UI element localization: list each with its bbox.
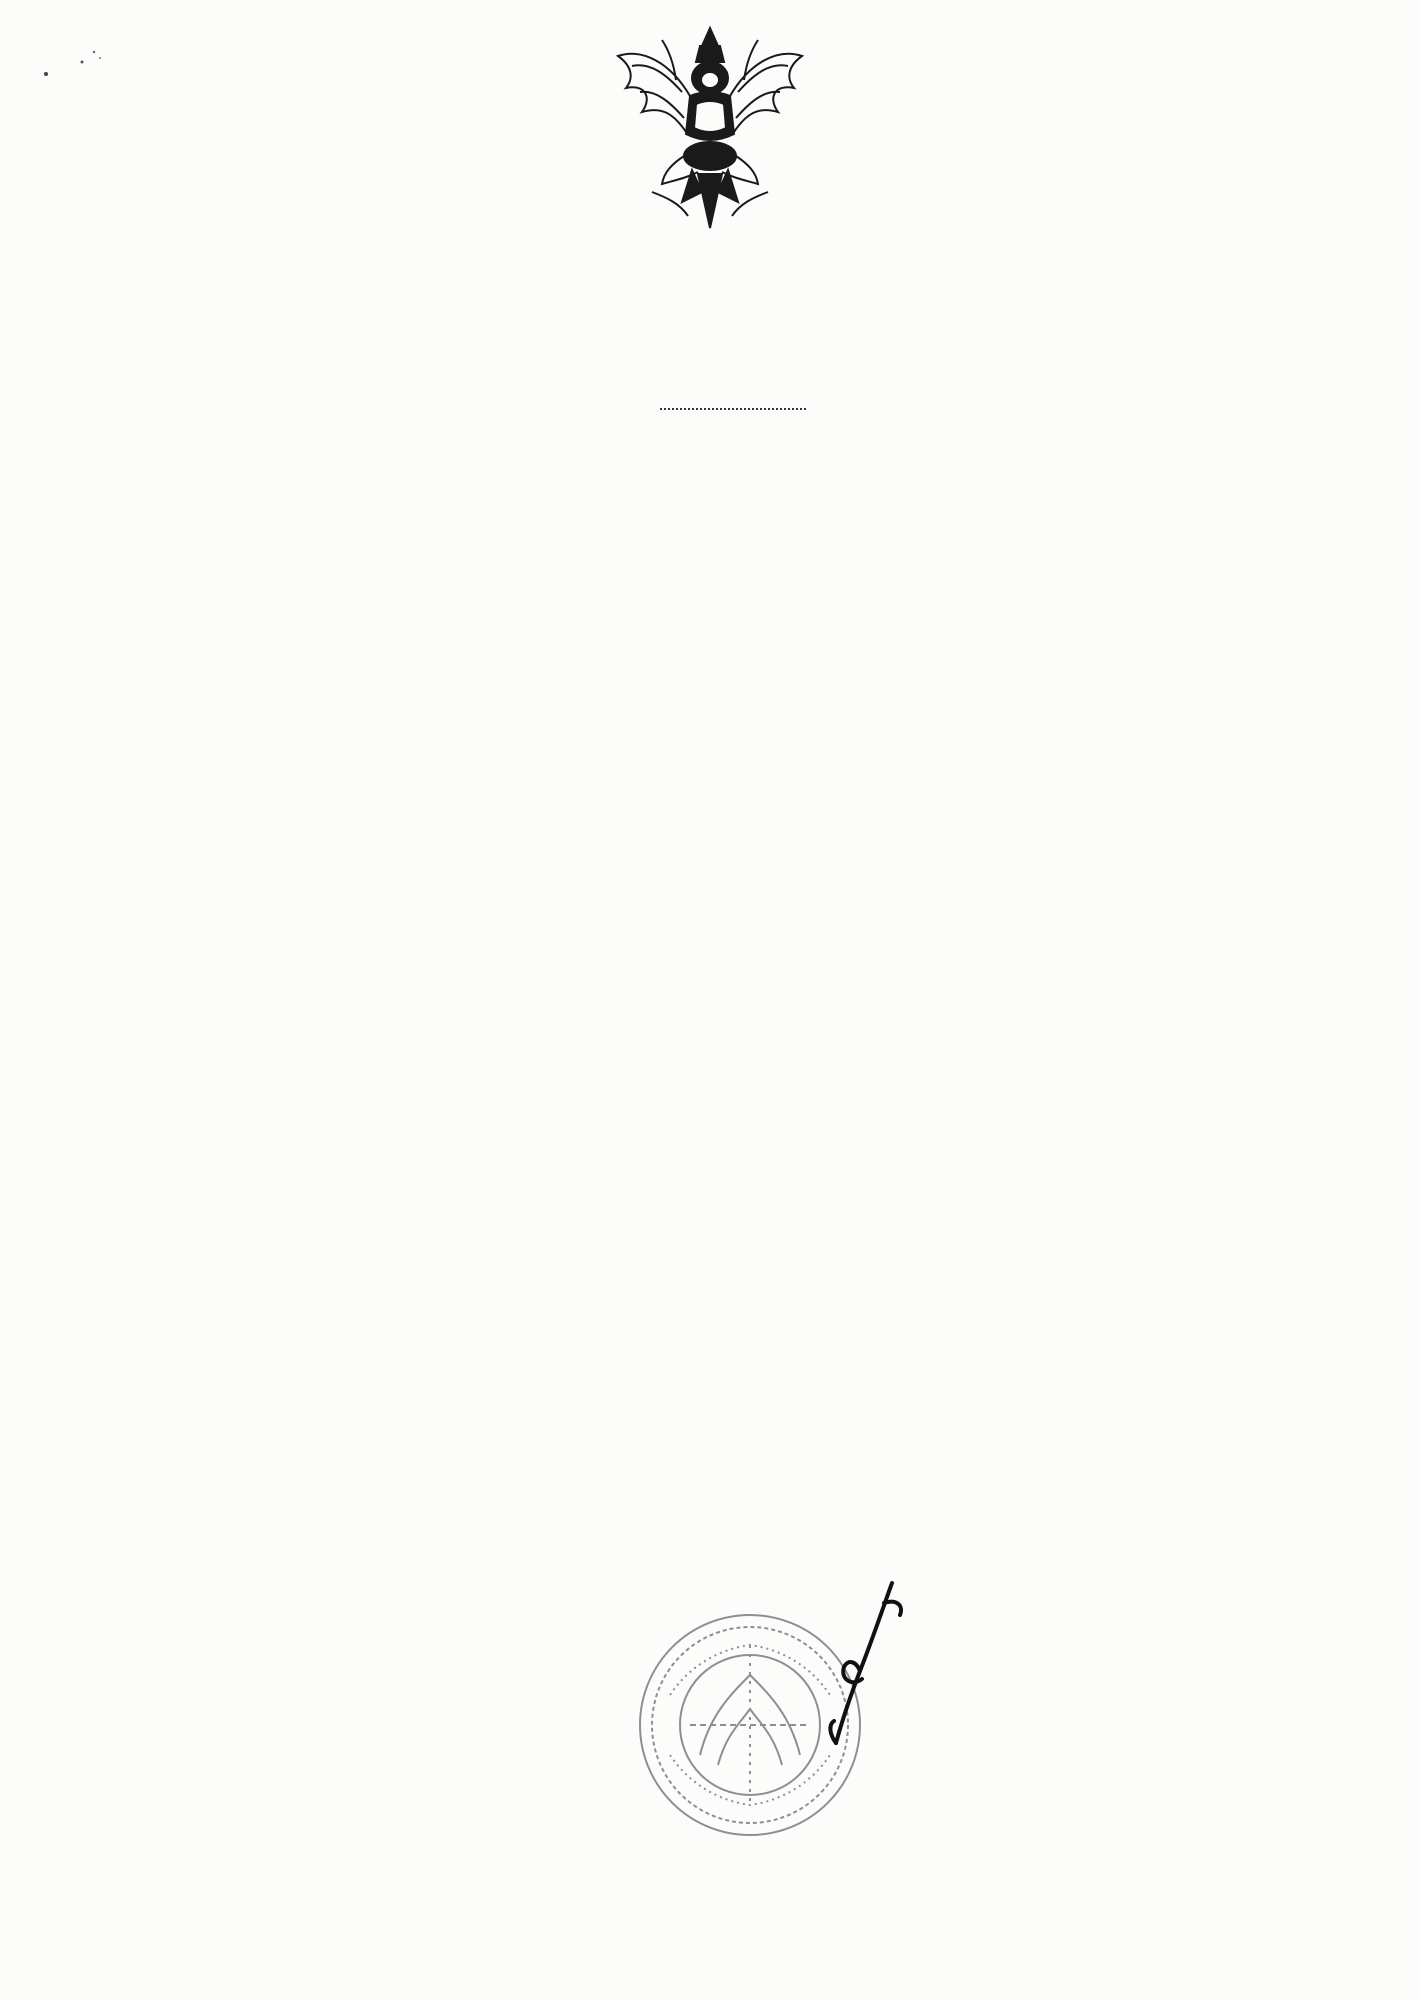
handwritten-signature (800, 1575, 920, 1750)
heading-separator (660, 408, 806, 410)
garuda-emblem-icon (612, 22, 808, 234)
scan-speck-marks (38, 40, 118, 90)
